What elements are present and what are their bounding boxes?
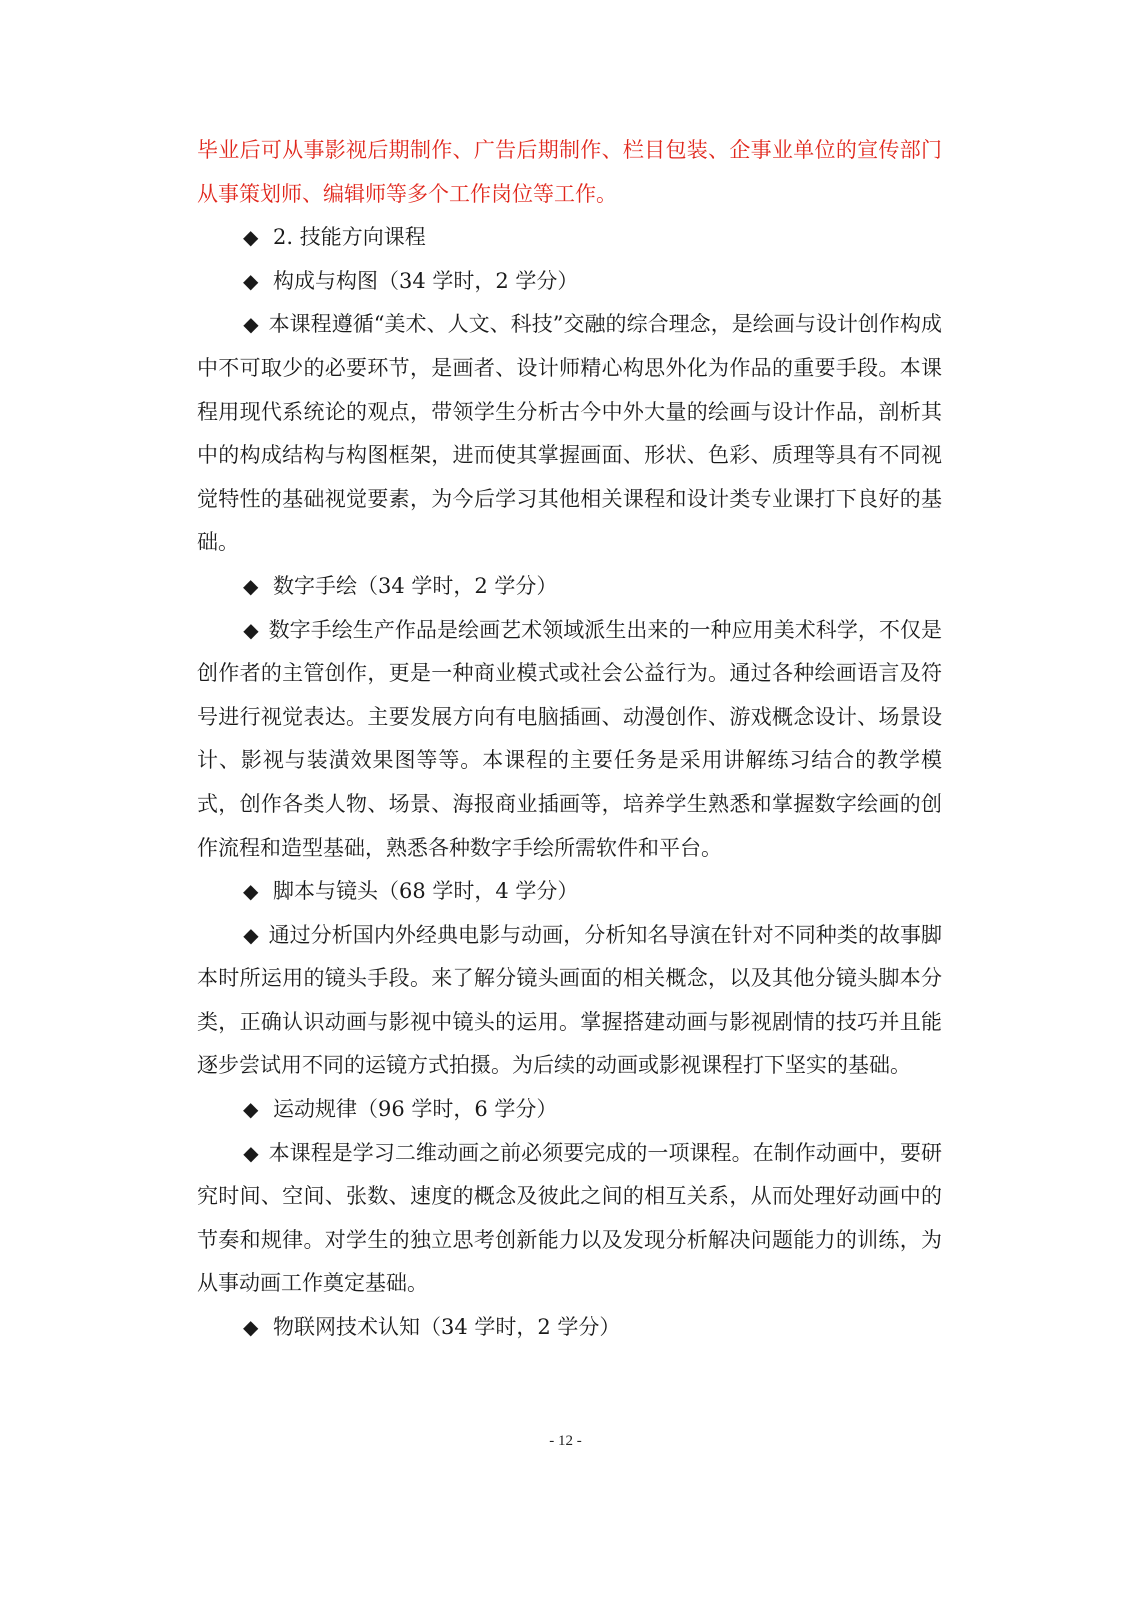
course-title: [197, 870, 942, 914]
course-title-text: 数字手绘（34 学时，2 学分）: [273, 573, 558, 598]
course-title-text: 脚本与镜头（68 学时，4 学分）: [273, 879, 579, 904]
diamond-bullet-icon: ◆: [243, 922, 259, 947]
course-description-text: 数字手绘生产作品是绘画艺术领域派生出来的一种应用美术科学，不仅是创作者的主管创作，更是一种商业模式或社会公益行为。通过各种绘画语言及符号进行视觉表达。主要发展方向有电脑插画、动漫创作、游戏概念设计、场景设计、影视与装潢效果图等等。本课程的主要任务是采用讲解练习结合的教学模式，创作各类人物、场景、海报商业插画等，培养学生熟悉和掌握数字绘画的创作流程和造型基础，熟悉各种数字手绘所需软件和平台。: [197, 617, 942, 860]
course-title-text: 物联网技术认知（34 学时，2 学分）: [273, 1315, 621, 1340]
course-description: [197, 303, 942, 565]
course-title: [197, 1088, 942, 1132]
page-body: [197, 129, 942, 1350]
diamond-bullet-icon: ◆: [243, 573, 259, 598]
course-description-text: 通过分析国内外经典电影与动画，分析知名导演在针对不同种类的故事脚本时所运用的镜头手段。来了解分镜头画面的相关概念，以及其他分镜头脚本分类，正确认识动画与影视中镜头的运用。掌握搭建动画与影视剧情的技巧并且能逐步尝试用不同的运镜方式拍摄。为后续的动画或影视课程打下坚实的基础。: [197, 922, 942, 1078]
course-description: [197, 914, 942, 1088]
page-number: - 12 -: [549, 1433, 582, 1449]
diamond-bullet-icon: ◆: [243, 1315, 259, 1340]
course-description-text: 本课程是学习二维动画之前必须要完成的一项课程。在制作动画中，要研究时间、空间、张数、速度的概念及彼此之间的相互关系，从而处理好动画中的节奏和规律。对学生的独立思考创新能力以及发现分析解决问题能力的训练，为从事动画工作奠定基础。: [197, 1140, 942, 1296]
diamond-bullet-icon: ◆: [243, 879, 259, 904]
diamond-bullet-icon: ◆: [243, 1097, 259, 1122]
course-description: [197, 1132, 942, 1306]
course-title: [197, 565, 942, 609]
diamond-bullet-icon: ◆: [243, 1140, 259, 1165]
course-title: [197, 1306, 942, 1350]
diamond-bullet-icon: ◆: [243, 312, 259, 337]
course-title: [197, 260, 942, 304]
course-description: [197, 609, 942, 871]
intro-paragraph: 毕业后可从事影视后期制作、广告后期制作、栏目包装、企事业单位的宣传部门从事策划师、编辑师等多个工作岗位等工作。: [197, 138, 942, 206]
diamond-bullet-icon: ◆: [243, 617, 259, 642]
course-description-text: 本课程遵循“美术、人文、科技”交融的综合理念，是绘画与设计创作构成中不可取少的必要环节，是画者、设计师精心构思外化为作品的重要手段。本课程用现代系统论的观点，带领学生分析古今中外大量的绘画与设计作品，剖析其中的构成结构与构图框架，进而使其掌握画面、形状、色彩、质理等具有不同视觉特性的基础视觉要素，为今后学习其他相关课程和设计类专业课打下良好的基础。: [197, 312, 942, 555]
diamond-bullet-icon: ◆: [243, 268, 259, 293]
diamond-bullet-icon: ◆: [243, 225, 259, 250]
course-title-text: 构成与构图（34 学时，2 学分）: [273, 268, 579, 293]
section-heading: [197, 216, 942, 260]
course-title-text: 运动规律（96 学时，6 学分）: [273, 1097, 558, 1122]
section-heading-text: 2. 技能方向课程: [273, 225, 426, 250]
